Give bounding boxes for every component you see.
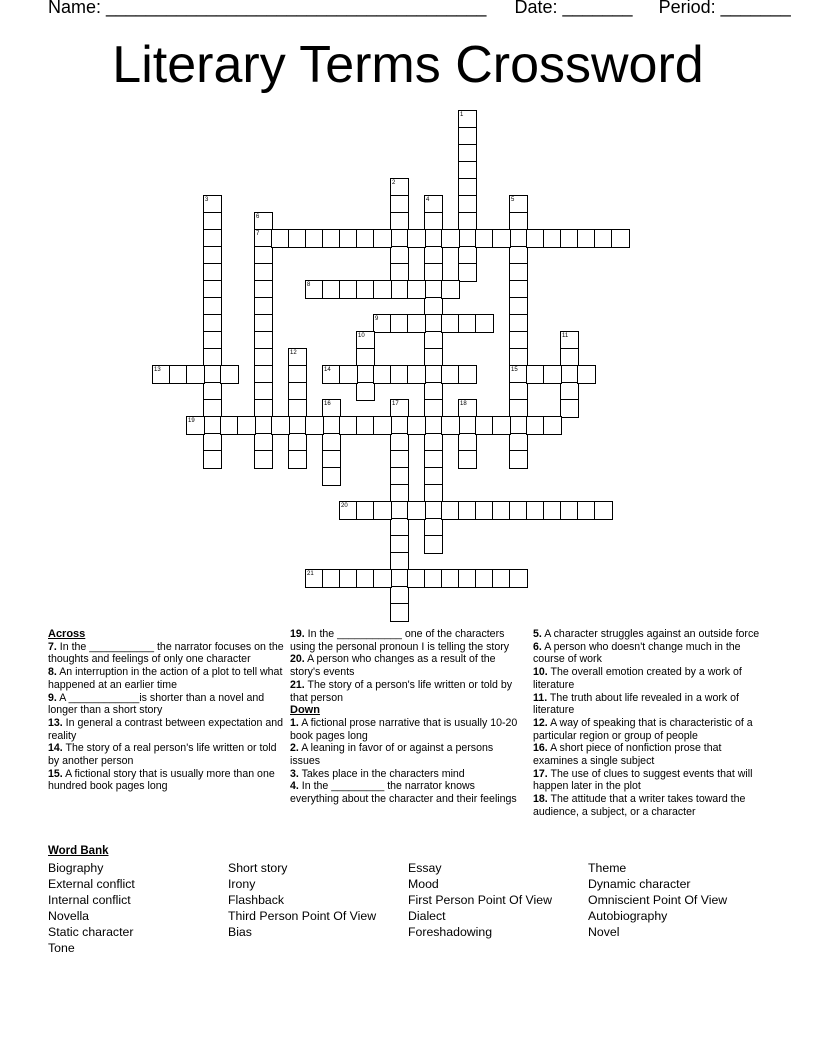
word-bank-item: Internal conflict — [48, 893, 131, 908]
clue-item — [290, 768, 524, 781]
grid-cell[interactable] — [339, 365, 358, 384]
date-field[interactable]: Date: _______ — [514, 0, 633, 17]
grid-cell[interactable] — [254, 450, 273, 469]
word-bank-item: Third Person Point Of View — [228, 909, 377, 924]
grid-cell[interactable] — [407, 365, 426, 384]
grid-cell[interactable] — [441, 280, 460, 299]
word-bank-column-2 — [228, 860, 376, 940]
clue-item-number: 19. — [290, 628, 305, 640]
clue-number: 16 — [324, 401, 331, 407]
grid-cell[interactable] — [543, 416, 562, 435]
clue-item — [48, 717, 288, 742]
word-bank-heading: Word Bank — [48, 845, 109, 857]
clue-item-number: 5. — [533, 628, 542, 640]
clue-item — [533, 641, 765, 666]
word-bank-item: Tone — [48, 941, 75, 956]
clue-number: 20 — [341, 503, 348, 509]
clues-column-2 — [290, 628, 524, 806]
word-bank-item: Flashback — [228, 893, 285, 908]
grid-cell[interactable] — [407, 314, 426, 333]
clue-number: 11 — [562, 333, 569, 339]
clue-item — [533, 717, 765, 742]
grid-cell[interactable] — [237, 416, 256, 435]
clue-item-text: A leaning in favor of or against a persons issues — [290, 742, 494, 768]
clue-item-number: 21. — [290, 678, 305, 691]
word-bank-item: Mood — [408, 877, 439, 892]
word-bank-item: Omniscient Point Of View — [588, 893, 728, 908]
clue-item-number: 11. — [533, 691, 548, 704]
grid-cell[interactable] — [560, 399, 579, 418]
clue-item — [533, 692, 765, 717]
clue-item-number: 1. — [290, 716, 299, 729]
clue-item-text: A character struggles against an outside force — [541, 628, 760, 640]
clue-item — [290, 717, 524, 742]
grid-cell[interactable] — [305, 416, 324, 435]
clue-item-text: In the ___________ the narrator focuses on the thoughts and feelings of only one character — [48, 640, 284, 666]
clue-item-text: The truth about life revealed in a work of literature — [533, 691, 739, 717]
word-bank-item: Foreshadowing — [408, 925, 493, 940]
word-bank-column-1 — [48, 860, 135, 957]
clue-item — [290, 780, 524, 805]
clue-section-heading: Down — [290, 704, 320, 717]
clue-number: 5 — [511, 197, 515, 203]
clue-item-number: 4. — [290, 780, 299, 793]
grid-cell[interactable] — [577, 365, 596, 384]
clue-item-number: 17. — [533, 767, 548, 780]
grid-cell[interactable] — [373, 416, 392, 435]
clue-item — [48, 666, 288, 691]
clue-item-text: The attitude that a writer takes toward the audience, a subject, or a character — [533, 793, 746, 818]
grid-cell[interactable] — [373, 229, 392, 248]
word-bank-item: First Person Point Of View — [408, 893, 552, 908]
clue-number: 12 — [290, 350, 297, 356]
grid-cell[interactable] — [611, 229, 630, 248]
clue-item-number: 18. — [533, 793, 548, 806]
clue-item — [290, 679, 524, 704]
clue-item-number: 20. — [290, 653, 305, 666]
clue-item-text: The story of a person's life written or told by that person — [290, 678, 513, 704]
clue-section-heading: Across — [48, 628, 86, 640]
grid-cell[interactable] — [203, 450, 222, 469]
clue-number: 14 — [324, 367, 331, 373]
clue-item-number: 3. — [290, 767, 299, 780]
word-bank-item: Bias — [228, 925, 252, 940]
clue-item — [48, 641, 288, 666]
word-bank-item: Dynamic character — [588, 877, 691, 892]
word-bank-item: Autobiography — [588, 909, 668, 924]
clue-item — [533, 628, 765, 641]
clue-item — [48, 692, 288, 717]
clue-item-text: Takes place in the characters mind — [298, 767, 465, 780]
clue-item-text: In the ___________ one of the characters using the personal pronoun I is telling the story — [290, 628, 510, 653]
grid-cell[interactable] — [492, 416, 511, 435]
word-bank-item: Short story — [228, 861, 288, 875]
grid-cell[interactable] — [288, 450, 307, 469]
clue-number: 4 — [426, 197, 430, 203]
period-field[interactable]: Period: _______ — [658, 0, 791, 17]
word-bank-item: Static character — [48, 925, 134, 940]
clue-item — [290, 653, 524, 678]
grid-cell[interactable] — [356, 382, 375, 401]
clue-number: 19 — [188, 418, 195, 424]
clue-item-number: 6. — [533, 640, 542, 653]
grid-cell[interactable] — [543, 365, 562, 384]
clue-number: 3 — [205, 197, 209, 203]
clue-number: 7 — [256, 231, 260, 237]
grid-cell[interactable] — [407, 416, 426, 435]
clue-number: 21 — [307, 571, 314, 577]
clue-item-number: 7. — [48, 640, 57, 653]
clue-item — [290, 628, 524, 653]
grid-cell[interactable] — [594, 501, 613, 520]
clue-item-number: 9. — [48, 691, 57, 704]
clue-item-number: 2. — [290, 742, 299, 755]
clues-column-1 — [48, 628, 288, 793]
grid-cell[interactable] — [458, 450, 477, 469]
clue-item — [533, 793, 765, 818]
clue-item-number: 10. — [533, 666, 548, 679]
grid-cell[interactable] — [475, 314, 494, 333]
grid-cell[interactable] — [390, 603, 409, 622]
clue-item-number: 15. — [48, 767, 63, 780]
word-bank-item: Irony — [228, 877, 256, 892]
clue-item — [533, 742, 765, 767]
grid-cell[interactable] — [220, 365, 239, 384]
grid-cell[interactable] — [407, 501, 426, 520]
grid-cell[interactable] — [509, 450, 528, 469]
clue-item-text: In general a contrast between expectation and reality — [48, 716, 283, 742]
word-bank-item: Novel — [588, 925, 620, 940]
word-bank-item: Biography — [48, 861, 104, 875]
clue-item-number: 14. — [48, 742, 63, 755]
grid-cell[interactable] — [186, 416, 205, 435]
word-bank-item: Dialect — [408, 909, 446, 924]
clue-number: 2 — [392, 180, 396, 186]
clue-item — [533, 666, 765, 691]
grid-cell[interactable] — [373, 501, 392, 520]
grid-cell[interactable] — [322, 467, 341, 486]
grid-cell[interactable] — [424, 535, 443, 554]
clue-number: 1 — [460, 112, 464, 118]
clue-item-text: A ____________is shorter than a novel and longer than a short story — [48, 691, 265, 717]
clues-column-3 — [533, 628, 765, 819]
clue-number: 17 — [392, 401, 399, 407]
clue-number: 18 — [460, 401, 467, 407]
grid-cell[interactable] — [407, 229, 426, 248]
name-field[interactable]: Name: ______________________________________ — [48, 0, 487, 17]
clue-item-text: The overall emotion created by a work of literature — [533, 666, 742, 691]
grid-cell[interactable] — [441, 416, 460, 435]
word-bank-item: External conflict — [48, 877, 135, 892]
clue-number: 6 — [256, 214, 260, 220]
word-bank-column-4 — [588, 860, 727, 940]
grid-cell[interactable] — [509, 569, 528, 588]
clue-item-text: A fictional prose narrative that is usually 10-20 book pages long — [290, 716, 518, 742]
clue-number: 15 — [511, 367, 518, 373]
clue-item-text: A person who changes as a result of the story's events — [290, 653, 496, 679]
clue-item — [290, 742, 524, 767]
word-bank-item: Theme — [588, 861, 627, 875]
puzzle-title: Literary Terms Crossword — [112, 36, 704, 94]
clue-item-text: A person who doesn't change much in the course of work — [533, 640, 741, 666]
word-bank-item: Essay — [408, 861, 442, 875]
clue-item-text: A fictional story that is usually more than one hundred book pages long — [48, 767, 275, 793]
grid-cell[interactable] — [373, 280, 392, 299]
grid-cell[interactable] — [373, 569, 392, 588]
grid-cell[interactable] — [458, 263, 477, 282]
clue-item — [48, 768, 288, 793]
clue-item-text: The story of a real person's life written or told by another person — [48, 742, 277, 768]
clue-item-number: 16. — [533, 742, 548, 755]
clue-item — [48, 742, 288, 767]
clue-item-text: An interruption in the action of a plot to tell what happened at an earlier time — [48, 666, 283, 691]
clue-item-text: A way of speaking that is characteristic of a particular region or group of people — [533, 716, 753, 742]
clue-item-text: The use of clues to suggest events that will happen later in the plot — [533, 767, 753, 793]
grid-cell[interactable] — [407, 280, 426, 299]
clue-item-number: 13. — [48, 716, 63, 729]
grid-cell[interactable] — [186, 365, 205, 384]
clue-item — [533, 768, 765, 793]
clue-item-number: 12. — [533, 716, 548, 729]
clue-number: 9 — [375, 316, 379, 322]
grid-cell[interactable] — [441, 229, 460, 248]
grid-cell[interactable] — [271, 416, 290, 435]
word-bank-column-3 — [408, 860, 552, 940]
grid-cell[interactable] — [458, 365, 477, 384]
clue-item-text: In the _________ the narrator knows everything about the character and their feelings — [290, 780, 517, 806]
clue-item-number: 8. — [48, 666, 57, 679]
clue-number: 10 — [358, 333, 365, 339]
clue-item-text: A short piece of nonfiction prose that examines a single subject — [533, 742, 722, 768]
clue-number: 13 — [154, 367, 161, 373]
word-bank-item: Novella — [48, 909, 90, 924]
clue-number: 8 — [307, 282, 311, 288]
grid-cell[interactable] — [492, 229, 511, 248]
